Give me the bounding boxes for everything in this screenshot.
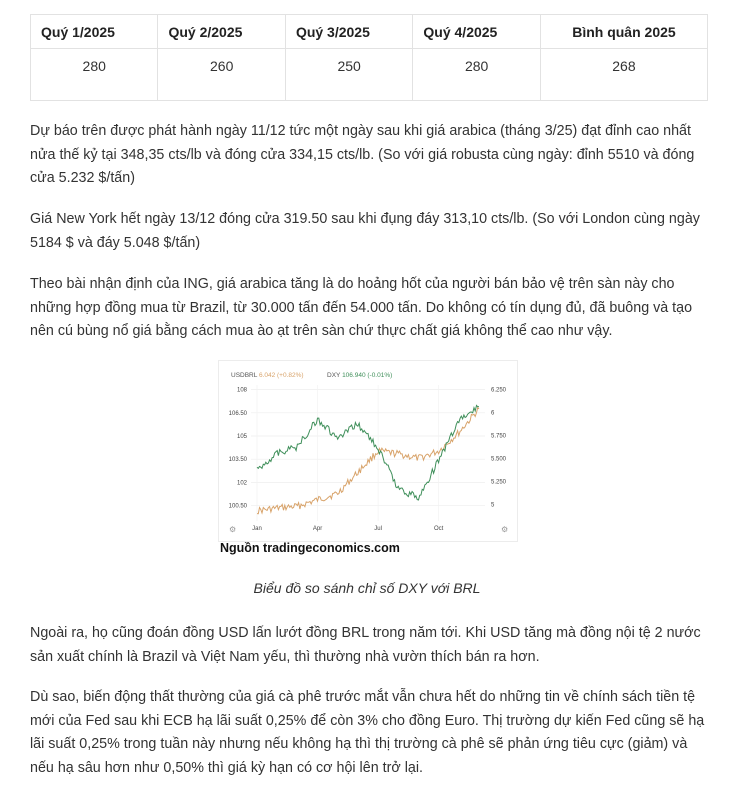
right-axis-ticks — [491, 388, 507, 509]
paragraph-ing-analysis: Theo bài nhận định của ING, giá arabica tăng là do hoảng hốt của người bán bảo vệ trên sàn này cho những hợp đồng mua từ Brazil, từ 30.000 tấn đến 54.000 tấn. Do không có tín dụng đủ, đã buông và tạo nên cú bùng nổ giá bằng cách mua ào ạt trên sàn chứ thực chất giá không thể cao như vậy. — [30, 276, 693, 339]
chart-svg — [219, 361, 517, 541]
paragraph-fed-policy: Dù sao, biến động thất thường của giá cà phê trước mắt vẫn chưa hết do những tin về chính sách tiền tệ mới của Fed sau khi ECB hạ lãi suất 0,25% để còn 3% cho đồng Euro. Thị trường dự kiến Fed cũng sẽ hạ lãi suất 0,25% trong tuần này nhưng nếu không hạ thì thị trường cà phê sẽ phản ứng tiêu cực (giảm) và nếu hạ sâu hơn như 0,50% thì giá kỳ hạn có cơ hội lên trở lại. — [30, 689, 705, 776]
legend-dxy: DXY 106.940 (-0.01%) — [327, 372, 393, 379]
forecast-table — [30, 14, 708, 101]
cell-q1: 280 — [31, 49, 158, 101]
header-average: Bình quân 2025 — [540, 15, 707, 49]
header-q4: Quý 4/2025 — [413, 15, 540, 49]
paragraph-new-york-close: Giá New York hết ngày 13/12 đóng cửa 319.50 sau khi đụng đáy 313,10 cts/lb. (So với London cùng ngày 5184 $ và đáy 5.048 $/tấn) — [30, 211, 700, 251]
x-tick-label: Jan — [252, 526, 262, 532]
header-q2: Quý 2/2025 — [158, 15, 285, 49]
series-line-dxy — [257, 405, 479, 500]
x-tick-label: Jul — [374, 526, 382, 532]
chart-caption: Biểu đồ so sánh chỉ số DXY với BRL — [253, 580, 481, 596]
series-line-usdbrl — [257, 408, 479, 514]
right-tick-label: 5.750 — [491, 433, 507, 440]
right-tick-label: 6.250 — [491, 387, 507, 394]
cell-q3: 250 — [285, 49, 412, 101]
settings-gear-icon-right[interactable]: ⚙ — [501, 525, 509, 534]
right-tick-label: 5.500 — [491, 456, 507, 463]
paragraph-usd-brl: Ngoài ra, họ cũng đoán đồng USD lấn lướt đồng BRL trong năm tới. Khi USD tăng mà đồng nội tệ 2 nước sản xuất chính là Brazil và Việt Nam yếu, thì thường nhà vườn thích bán ra hơn. — [30, 625, 701, 665]
header-q1: Quý 1/2025 — [31, 15, 158, 49]
right-tick-label: 6 — [491, 410, 495, 417]
paragraph-forecast-release: Dự báo trên được phát hành ngày 11/12 tức một ngày sau khi giá arabica (tháng 3/25) đạt đỉnh cao nhất nửa thế kỷ tại 348,35 cts/lb và đóng cửa 334,15 cts/lb. (So với giá robusta cùng ngày: đỉnh 5510 và đóng cửa 5.232 $/tấn) — [30, 123, 695, 186]
left-tick-label: 105 — [236, 434, 247, 440]
chart-source: Nguồn tradingeconomics.com — [220, 541, 400, 555]
right-tick-label: 5 — [491, 502, 495, 509]
x-tick-label: Oct — [433, 526, 444, 532]
cell-q2: 260 — [158, 49, 285, 101]
left-tick-label: 100.50 — [228, 503, 247, 510]
cell-q4: 280 — [413, 49, 540, 101]
chart-grid — [251, 385, 485, 521]
left-tick-label: 106.50 — [228, 410, 247, 417]
table-header-row — [31, 15, 708, 49]
left-tick-label: 103.50 — [228, 457, 247, 464]
left-tick-label: 102 — [236, 480, 247, 487]
left-tick-label: 108 — [236, 387, 247, 394]
legend-usdbrl: USDBRL 6.042 (+0.82%) — [231, 372, 304, 379]
left-axis-ticks — [229, 388, 248, 510]
x-tick-label: Apr — [312, 526, 323, 532]
settings-gear-icon-left[interactable]: ⚙ — [229, 525, 237, 534]
right-tick-label: 5.250 — [491, 479, 507, 486]
dxy-brl-chart — [218, 360, 518, 542]
cell-average: 268 — [540, 49, 707, 101]
header-q3: Quý 3/2025 — [285, 15, 412, 49]
chart-lines — [257, 405, 479, 513]
x-axis-ticks — [252, 526, 443, 532]
chart-legend — [231, 372, 392, 379]
table-row — [31, 49, 708, 101]
